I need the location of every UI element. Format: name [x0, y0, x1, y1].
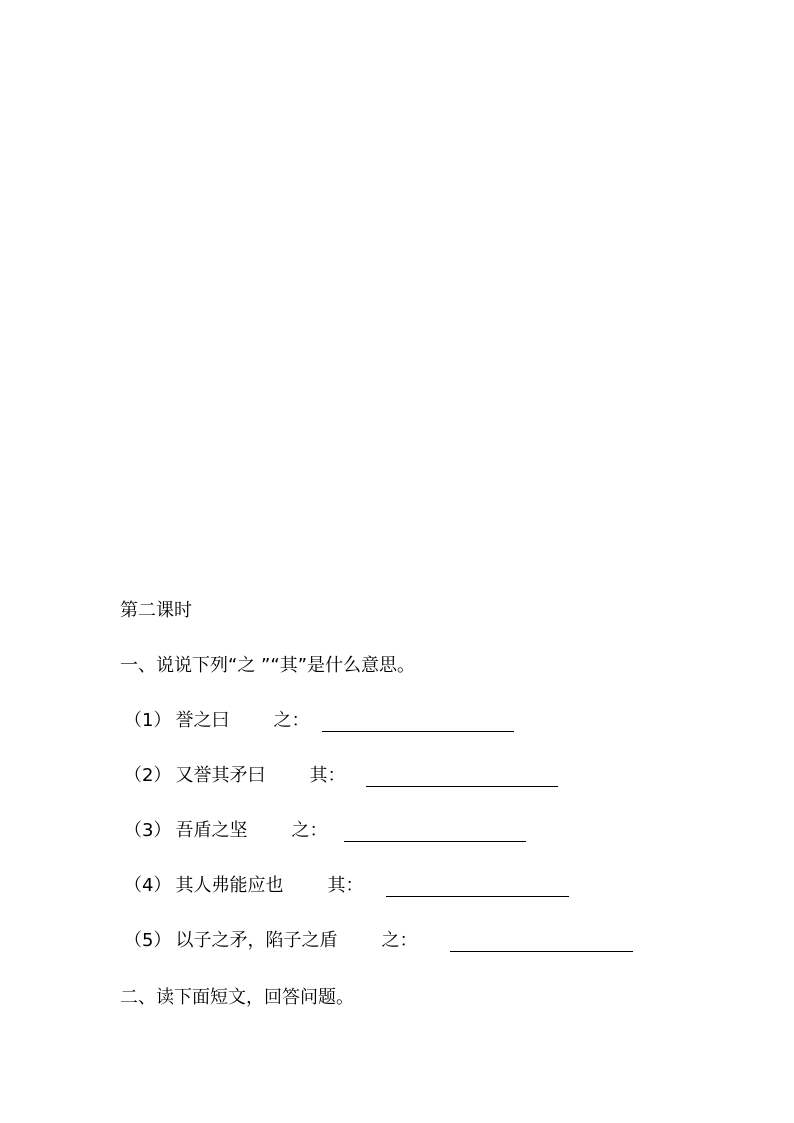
- item-number: （1）: [124, 710, 172, 731]
- item-phrase: 又誉其矛曰: [175, 765, 266, 786]
- answer-blank-3[interactable]: [344, 841, 526, 842]
- item-phrase: 以子之矛，陷子之盾: [175, 930, 338, 951]
- item-number: （5）: [124, 930, 172, 951]
- item-target: 其：: [327, 875, 364, 896]
- answer-blank-2[interactable]: [366, 786, 558, 787]
- answer-blank-5[interactable]: [450, 951, 633, 952]
- item-number: （4）: [124, 875, 172, 896]
- item-phrase: 吾盾之坚: [175, 820, 248, 841]
- item-target: 之：: [381, 930, 418, 951]
- item-phrase: 誉之曰: [175, 710, 230, 731]
- question-item-5: [124, 929, 417, 953]
- item-phrase: 其人弗能应也: [175, 875, 284, 896]
- lesson-title: 第二课时: [120, 600, 192, 621]
- item-target: 其：: [309, 765, 346, 786]
- item-number: （3）: [124, 820, 172, 841]
- answer-blank-4[interactable]: [386, 896, 569, 897]
- item-target: 之：: [273, 710, 310, 731]
- question-item-3: [124, 819, 327, 843]
- question-item-2: [124, 764, 345, 788]
- item-number: （2）: [124, 765, 172, 786]
- answer-blank-1[interactable]: [322, 731, 514, 732]
- section-1-heading: 一、说说下列“之 ”“其”是什么意思。: [120, 655, 416, 676]
- section-2-heading: 二、读下面短文，回答问题。: [120, 987, 354, 1008]
- item-target: 之：: [291, 820, 328, 841]
- question-item-1: [124, 709, 309, 733]
- question-item-4: [124, 874, 363, 898]
